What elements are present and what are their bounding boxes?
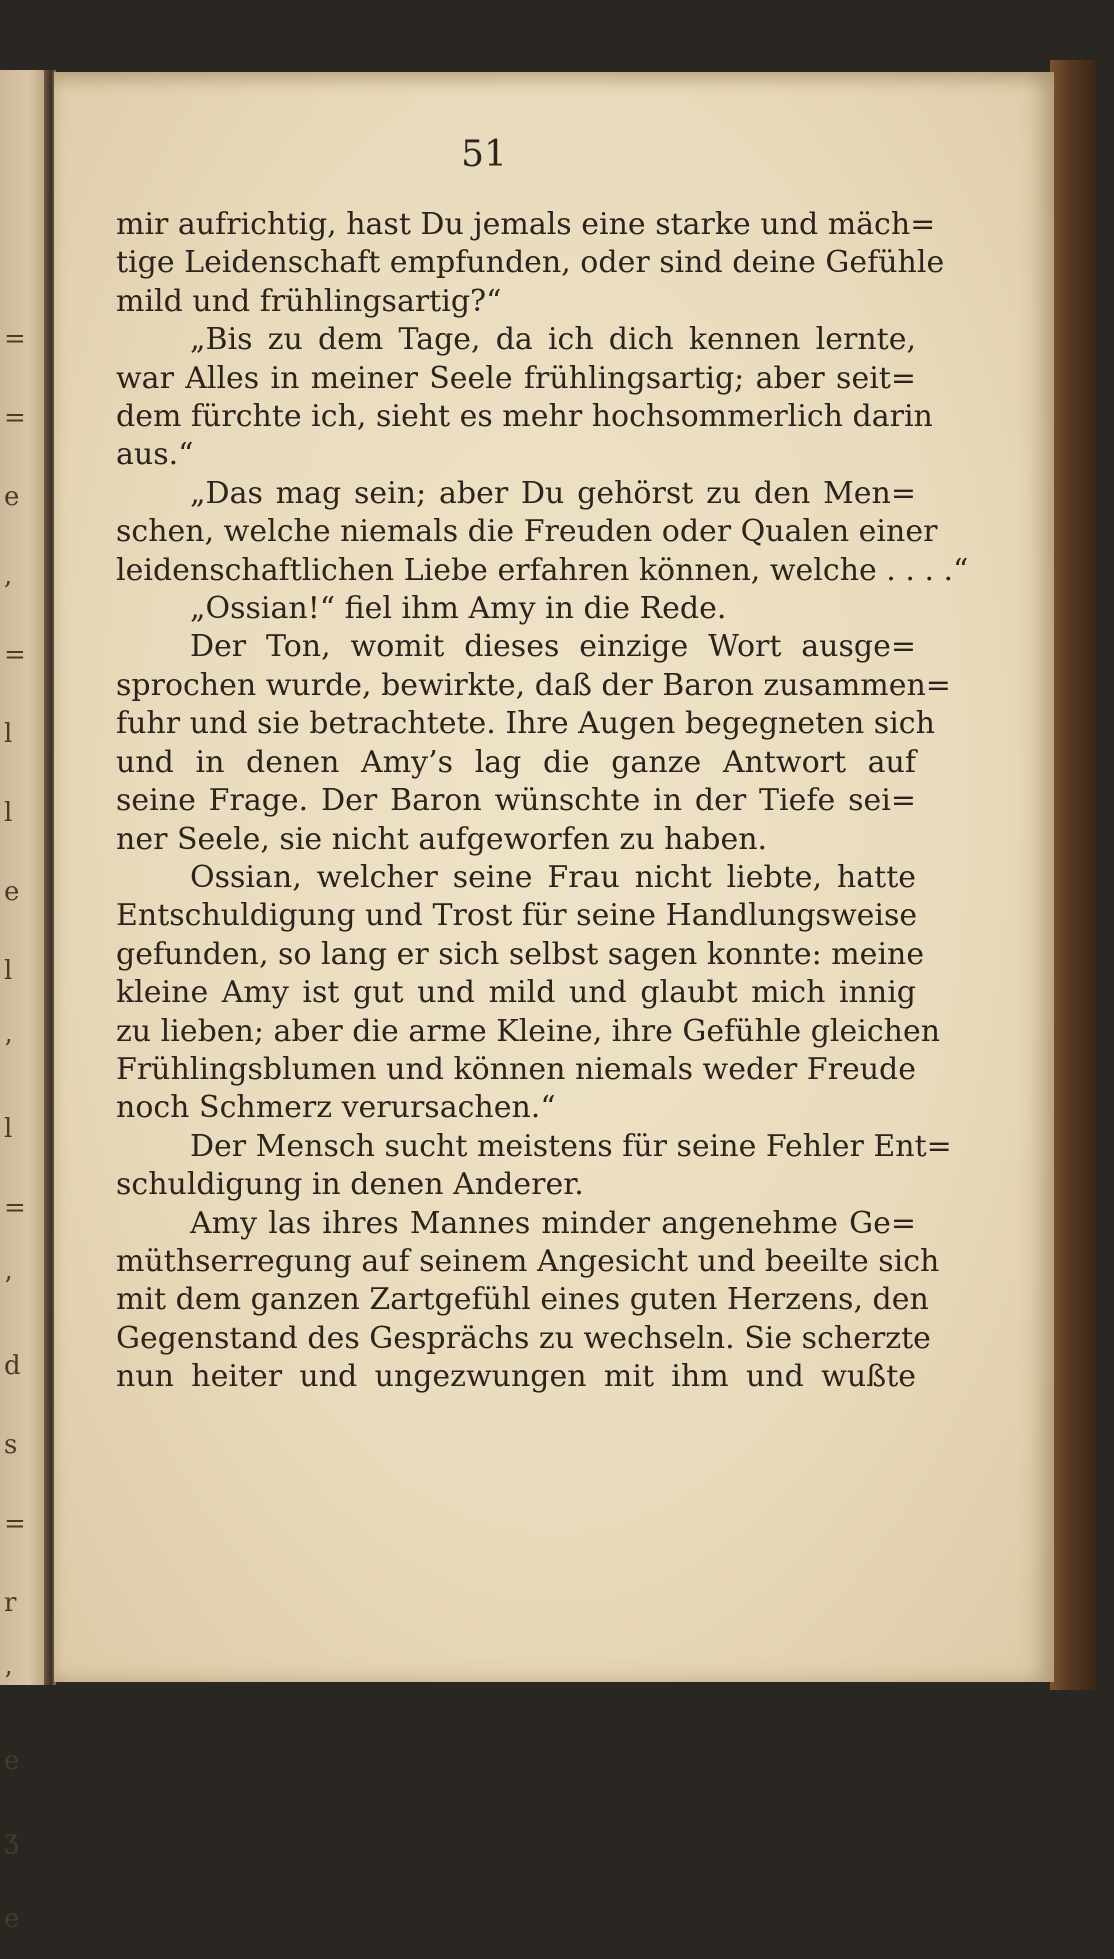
margin-glyph: l	[4, 719, 13, 749]
margin-glyph: ’	[4, 1035, 13, 1065]
margin-glyph: =	[4, 1193, 26, 1223]
margin-glyph: r	[4, 1588, 17, 1618]
text-line: seine Frage. Der Baron wünschte in der Tiefe sei=	[116, 783, 916, 819]
margin-glyph: =	[4, 324, 26, 354]
margin-glyph: ’	[4, 1667, 13, 1697]
text-line: aus.“	[116, 437, 194, 473]
margin-glyph: e	[4, 482, 20, 512]
text-line: Ossian, welcher seine Frau nicht liebte, hatte	[190, 859, 916, 895]
text-line: und in denen Amy’s lag die ganze Antwort auf	[116, 744, 916, 780]
text-line: ner Seele, sie nicht aufgeworfen zu haben.	[116, 821, 768, 857]
text-line: „Das mag sein; aber Du gehörst zu den Men=	[190, 475, 916, 511]
margin-glyph: d	[4, 1351, 21, 1381]
page	[54, 72, 1054, 1682]
margin-glyph: =	[4, 640, 26, 670]
text-line: Amy las ihres Mannes minder angenehme Ge=	[190, 1205, 916, 1241]
text-line: Frühlingsblumen und können niemals weder Freude	[116, 1051, 916, 1087]
text-line: schen, welche niemals die Freuden oder Qualen einer	[116, 514, 938, 550]
margin-glyph: l	[4, 798, 13, 828]
text-line: gefunden, so lang er sich selbst sagen konnte: meine	[116, 936, 925, 972]
text-line: Gegenstand des Gesprächs zu wechseln. Sie scherzte	[116, 1320, 931, 1356]
text-line: noch Schmerz verursachen.“	[116, 1090, 556, 1126]
text-line: mit dem ganzen Zartgefühl eines guten Herzens, den	[116, 1282, 929, 1318]
margin-glyph: =	[4, 1509, 26, 1539]
margin-glyph: s	[4, 1430, 18, 1460]
margin-glyph: e	[4, 1904, 20, 1934]
text-line: mir aufrichtig, hast Du jemals eine starke und mäch=	[116, 207, 936, 242]
page-body-text	[116, 206, 969, 1397]
text-line: mild und frühlingsartig?“	[116, 283, 502, 319]
margin-glyph: l	[4, 1114, 13, 1144]
margin-glyph: e	[4, 877, 20, 907]
text-line: nun heiter und ungezwungen mit ihm und wußte	[116, 1359, 916, 1395]
text-line: „Ossian!“ fiel ihm Amy in die Rede.	[190, 591, 727, 627]
text-line: schuldigung in denen Anderer.	[116, 1167, 584, 1203]
text-line: Entschuldigung und Trost für seine Handlungsweise	[116, 898, 918, 934]
margin-glyph: e	[4, 1746, 20, 1776]
text-line: Der Mensch sucht meistens für seine Fehler Ent=	[190, 1128, 952, 1164]
text-line: tige Leidenschaft empfunden, oder sind deine Gefühle	[116, 245, 945, 281]
previous-page-edge	[0, 70, 48, 1934]
text-line: fuhr und sie betrachtete. Ihre Augen begegneten sich	[116, 706, 935, 742]
text-line: „Bis zu dem Tage, da ich dich kennen lernte,	[190, 322, 916, 358]
text-line: leidenschaftlichen Liebe erfahren können, welche . . . .“	[116, 552, 969, 588]
text-line: war Alles in meiner Seele frühlingsartig; aber seit=	[116, 360, 916, 396]
text-line: sprochen wurde, bewirkte, daß der Baron zusammen=	[116, 667, 951, 703]
margin-glyph: ʒ	[4, 1825, 19, 1855]
margin-glyph: l	[4, 956, 13, 986]
page-number: 51	[461, 134, 507, 175]
margin-glyph: ’	[4, 1272, 13, 1302]
text-line: kleine Amy ist gut und mild und glaubt mich innig	[116, 975, 916, 1011]
text-line: dem fürchte ich, sieht es mehr hochsommerlich darin	[116, 399, 933, 435]
margin-glyph: ,	[4, 561, 13, 591]
previous-page-margin-glyphs	[4, 300, 34, 1959]
text-line: Der Ton, womit dieses einzige Wort ausge=	[190, 629, 916, 665]
text-line: müthserregung auf seinem Angesicht und beeilte sich	[116, 1243, 940, 1279]
text-line: zu lieben; aber die arme Kleine, ihre Gefühle gleichen	[116, 1013, 941, 1049]
book-cover-edge	[1050, 60, 1096, 1690]
margin-glyph: =	[4, 403, 26, 433]
